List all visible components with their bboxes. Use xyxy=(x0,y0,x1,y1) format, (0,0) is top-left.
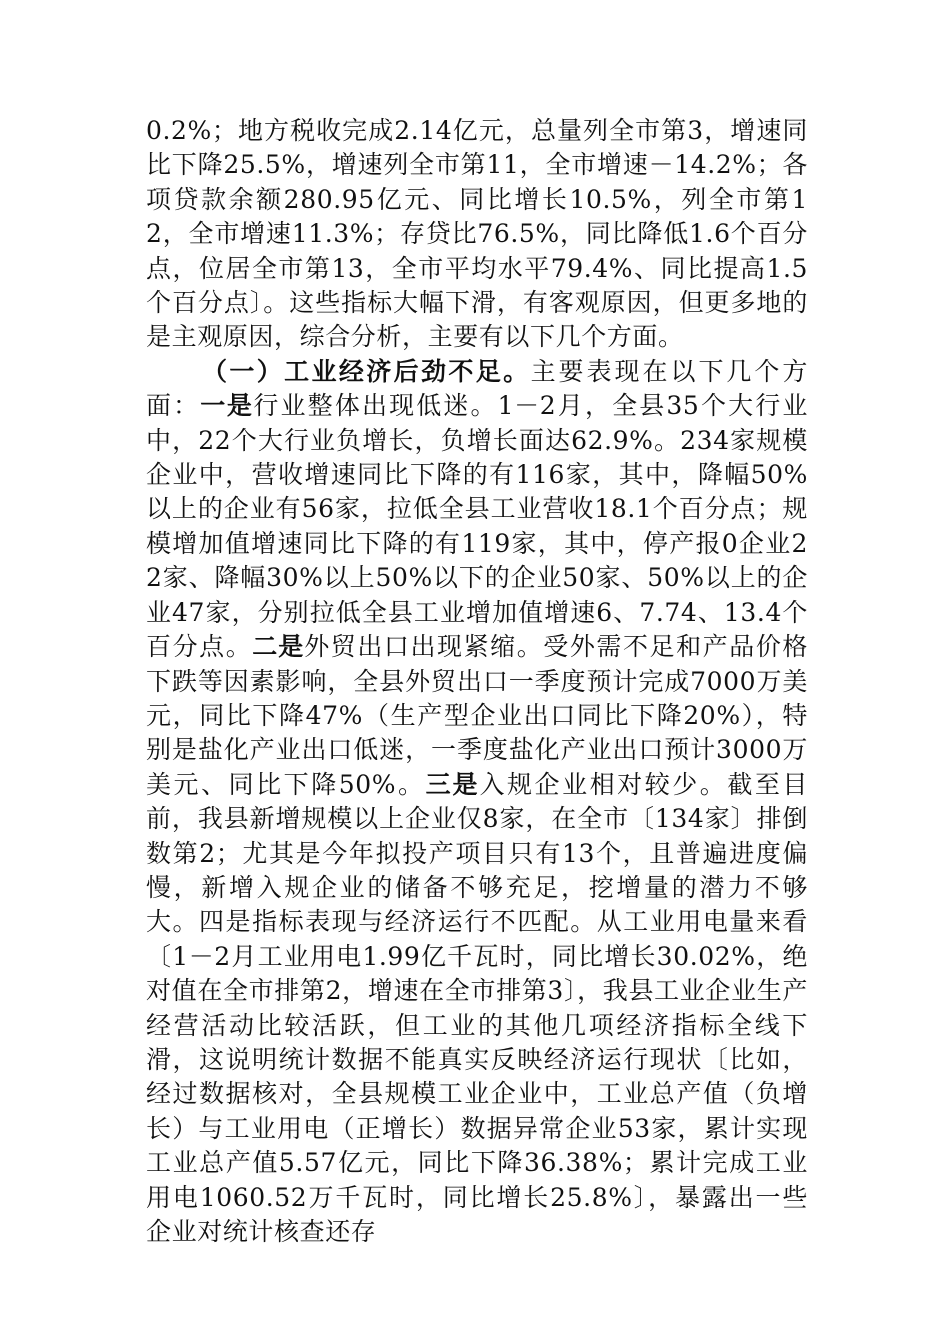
point-text-2: 外贸出口出现紧缩。受外需不足和产品价格下跌等因素影响，全县外贸出口一季度预计完成7000万美元，同比下降47%（生产型企业出口同比下降20%），特别是盐化产业出口低迷，一季度盐化产业出口预计3000万美元、同比下降50%。 xyxy=(146,632,808,799)
paragraph-text: 0.2%；地方税收完成2.14亿元，总量列全市第3，增速同比下降25.5%，增速列全市第11，全市增速－14.2%；各项贷款余额280.95亿元、同比增长10.5%，列全市第12，全市增速11.3%；存贷比76.5%，同比降低1.6个百分点，位居全市第13，全市平均水平79.4%、同比提高1.5个百分点〕。这些指标大幅下滑，有客观原因，但更多地的是主观原因，综合分析，主要有以下几个方面。 xyxy=(146,116,808,352)
point-text-1: 行业整体出现低迷。1－2月，全县35个大行业中，22个大行业负增长，负增长面达62.9%。234家规模企业中，营收增速同比下降的有116家，其中，降幅50%以上的企业有56家，拉低全县工业营收18.1个百分点；规模增加值增速同比下降的有119家，其中，停产报0企业22家、降幅30%以上50%以下的企业50家、50%以上的企业47家，分别拉低全县工业增加值增速6、7.74、13.4个百分点。 xyxy=(146,391,808,662)
section-intro: 主要表现在以下几个方面： xyxy=(146,356,808,421)
point-label-2: 二是 xyxy=(252,632,305,662)
section-heading: （一）工业经济后劲不足。 xyxy=(202,356,531,386)
paragraph-industrial-economy xyxy=(146,355,808,1250)
document-page xyxy=(146,114,808,1249)
point-label-1: 一是 xyxy=(200,391,254,421)
point-text-3: 入规企业相对较少。截至目前，我县新增规模以上企业仅8家，在全市〔134家〕排倒数第2；尤其是今年拟投产项目只有13个，且普遍进度偏慢，新增入规企业的储备不够充足，挖增量的潜力不够大。四是指标表现与经济运行不匹配。从工业用电量来看〔1－2月工业用电1.99亿千瓦时，同比增长30.02%，绝对值在全市排第2，增速在全市排第3〕，我县工业企业生产经营活动比较活跃，但工业的其他几项经济指标全线下滑，这说明统计数据不能真实反映经济运行现状〔比如，经过数据核对，全县规模工业企业中，工业总产值（负增长）与工业用电（正增长）数据异常企业53家，累计实现工业总产值5.57亿元，同比下降36.38%；累计完成工业用电1060.52万千瓦时，同比增长25.8%〕，暴露出一些企业对统计核查还存 xyxy=(146,769,808,1246)
paragraph-continuation xyxy=(146,114,808,355)
point-label-3: 三是 xyxy=(425,769,480,799)
